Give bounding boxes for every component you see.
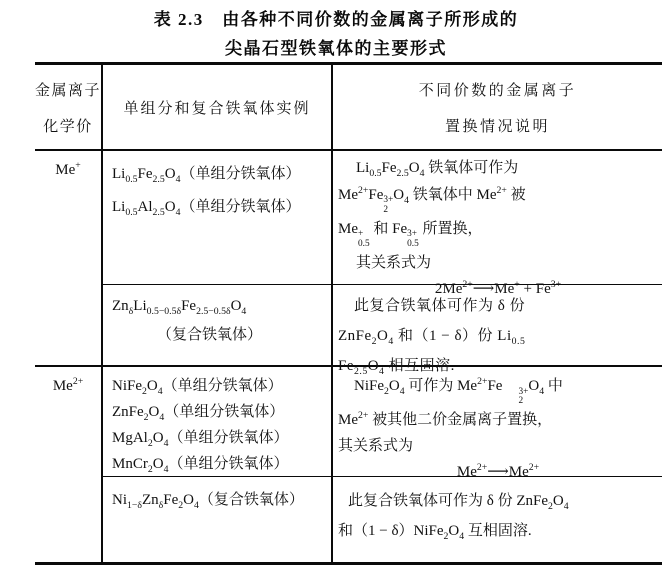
explanation-me-2plus-composite	[333, 477, 662, 562]
explanation-line: 和$(1 - \delta)NiFe_2O_4$ 互相固溶.	[338, 523, 532, 542]
ion-label-me-plus-text: Me+	[55, 160, 81, 178]
formula-line: $Ni_{1-\delta}Zn_\delta Fe_2O_4$（复合铁氧体）	[112, 492, 304, 511]
explanation-line: $NiFe_2O_4$ 可作为 $Me^{2+}Fe$ 3+ 2 $O_4$ 中	[354, 376, 563, 407]
ferrite-forms-table	[35, 62, 662, 565]
reaction-equation: $Me^{2+}⟶Me^{2+}$	[456, 462, 540, 481]
header-examples-label: 单组分和复合铁氧体实例	[123, 100, 311, 117]
formula-line: $Zn_\delta Li_{0.5-0.5\delta}Fe_{2.5-0.5\delta}O_4$	[112, 298, 247, 317]
formula-caption: （复合铁氧体）	[156, 327, 262, 343]
table-title	[0, 5, 672, 63]
header-examples	[103, 65, 333, 151]
ion-label-me-2plus	[35, 367, 103, 562]
ion-label-me-2plus-text: $Me^{2+}$	[52, 376, 84, 394]
formula-line: $Li_{0.5}Fe_{2.5}O_4$（单组分铁氧体）	[112, 166, 301, 185]
explanation-line: $ZnFe_2O_4$ 和（1 − δ）份 $Li_{0.5}$	[338, 328, 526, 347]
examples-me-2plus-single	[103, 367, 333, 477]
formula-line: $MnCr_2O_4$（单组分铁氧体）	[112, 456, 289, 475]
explanation-line: Me + 0.5 和 Fe 3+ 0.5 所置换，	[338, 220, 483, 250]
explanation-line: $Li_{0.5}Fe_{2.5}O_4$ 铁氧体可作为	[356, 160, 519, 179]
explanation-me-plus-composite	[333, 285, 662, 377]
formula-line: $ZnFe_2O_4$（单组分铁氧体）	[112, 404, 285, 423]
header-substitution-line1: 不同价数的金属离子	[418, 82, 577, 99]
explanation-line: $Fe_{2.5}O_4$ 相互固溶.	[338, 358, 455, 377]
explanation-me-2plus-single	[333, 367, 662, 481]
header-substitution-line2: 置换情况说明	[444, 118, 550, 135]
explanation-line: $Me^{2+}Fe$ 3+ 2 $O_4$ 铁氧体中 $Me^{2+}$ 被	[338, 184, 526, 215]
explanation-line: 其关系式为	[356, 254, 432, 271]
reaction-equation: $2Me^{2+}⟶Me^+ + Fe^{3+}$	[434, 279, 562, 298]
formula-line: $MgAl_2O_4$（单组分铁氧体）	[112, 430, 289, 449]
explanation-me-plus-single	[333, 151, 662, 298]
formula-line: $NiFe_2O_4$（单组分铁氧体）	[112, 378, 283, 397]
explanation-line: $Me^{2+}$ 被其他二价金属离子置换，	[338, 410, 553, 429]
examples-me-plus-single	[103, 151, 333, 285]
header-substitution	[333, 65, 662, 151]
table-title-line1: 表 2.3 由各种不同价数的金属离子所形成的	[153, 10, 519, 29]
explanation-line: 此复合铁氧体可作为 δ 份	[354, 298, 526, 314]
ion-label-me-plus	[35, 151, 103, 367]
header-ion-valence-line1: 金属离子	[35, 82, 102, 99]
header-ion-valence	[35, 65, 103, 151]
explanation-line: 其关系式为	[338, 438, 414, 455]
examples-me-plus-composite	[103, 285, 333, 367]
table-title-line2: 尖晶石型铁氧体的主要形式	[225, 39, 447, 58]
header-ion-valence-line2: 化学价	[43, 118, 93, 135]
formula-line: $Li_{0.5}Al_{2.5}O_4$（单组分铁氧体）	[112, 199, 301, 218]
explanation-line: 此复合铁氧体可作为 δ 份 $ZnFe_2O_4$	[348, 493, 569, 512]
examples-me-2plus-composite	[103, 477, 333, 562]
